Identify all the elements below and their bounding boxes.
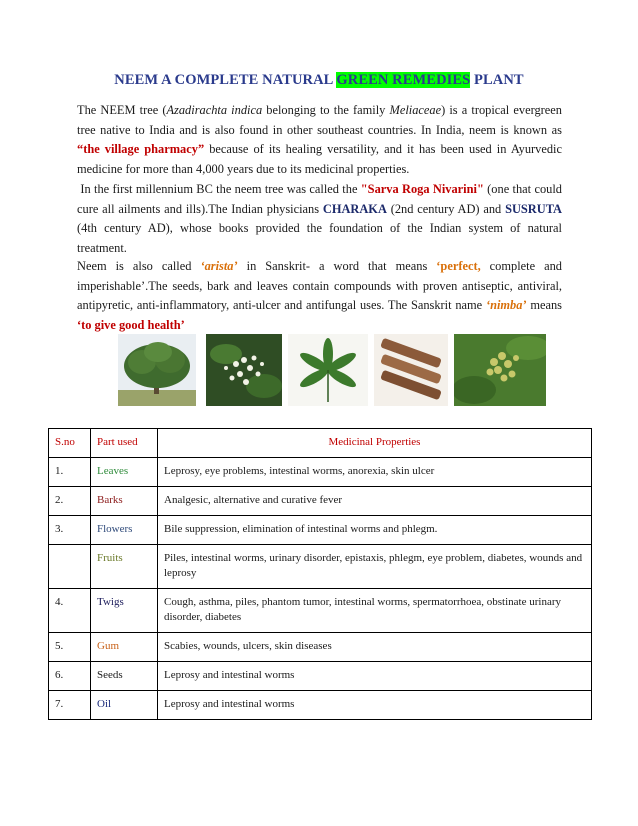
row-sno: 5. bbox=[49, 633, 91, 662]
table-row bbox=[49, 516, 592, 545]
row-part: Barks bbox=[91, 487, 158, 516]
header-properties: Medicinal Properties bbox=[158, 429, 592, 458]
sanskrit-paragraph: Neem is also called ‘arista’ in Sanskrit- a word that means ‘perfect, complete and imperishable’.The seeds, bark and leaves contain compounds with proven antiseptic, antiviral, antipyretic, anti-inflammatory, anti-ulcer and antifungal uses. The Sanskrit name ‘nimba’ means ‘to give good health’ bbox=[77, 259, 562, 332]
nimba-word: ‘nimba’ bbox=[485, 298, 527, 312]
row-sno: 6. bbox=[49, 662, 91, 691]
village-pharmacy-phrase: “the village pharmacy” bbox=[77, 142, 205, 156]
family-name: Meliaceae bbox=[389, 103, 442, 117]
table-header-row bbox=[49, 429, 592, 458]
neem-leaf-photo bbox=[288, 334, 368, 406]
table-row bbox=[49, 487, 592, 516]
neem-fruits-photo bbox=[454, 334, 546, 406]
sarva-roga-phrase: "Sarva Roga Nivarini" bbox=[360, 182, 484, 196]
row-sno: 2. bbox=[49, 487, 91, 516]
table-row bbox=[49, 691, 592, 720]
table-row bbox=[49, 633, 592, 662]
header-part: Part used bbox=[91, 429, 158, 458]
header-sno: S.no bbox=[49, 429, 91, 458]
scientific-name: Azadirachta indica bbox=[166, 103, 263, 117]
charaka-name: CHARAKA bbox=[322, 201, 387, 216]
row-properties: Leprosy and intestinal worms bbox=[158, 662, 592, 691]
row-part: Oil bbox=[91, 691, 158, 720]
arista-word: ‘arista’ bbox=[200, 259, 238, 273]
row-properties: Analgesic, alternative and curative fever bbox=[158, 487, 592, 516]
photo-strip bbox=[118, 334, 548, 406]
row-part: Flowers bbox=[91, 516, 158, 545]
row-part: Seeds bbox=[91, 662, 158, 691]
row-sno: 7. bbox=[49, 691, 91, 720]
neem-tree-photo bbox=[118, 334, 196, 406]
row-part: Fruits bbox=[91, 545, 158, 589]
row-properties: Bile suppression, elimination of intestinal worms and phlegm. bbox=[158, 516, 592, 545]
medicinal-properties-table bbox=[48, 428, 592, 720]
row-properties: Cough, asthma, piles, phantom tumor, intestinal worms, spermatorrhoea, obstinate urinary disorder, diabetes bbox=[158, 589, 592, 633]
neem-flowers-photo bbox=[206, 334, 282, 406]
table-row bbox=[49, 458, 592, 487]
title-highlight: GREEN REMEDIES bbox=[336, 72, 471, 88]
row-part: Twigs bbox=[91, 589, 158, 633]
row-sno: 1. bbox=[49, 458, 91, 487]
row-sno bbox=[49, 545, 91, 589]
perfect-word: ‘perfect, bbox=[436, 259, 481, 273]
history-paragraph: In the first millennium BC the neem tree was called the "Sarva Roga Nivarini" (one that could cure all ailments and ills).The Indian physicians CHARAKA (2nd century AD) and SUSRUTA (4th century AD), whose books provided the foundation of the Indian system of natural treatment. bbox=[77, 182, 562, 255]
row-properties: Scabies, wounds, ulcers, skin diseases bbox=[158, 633, 592, 662]
susruta-name: SUSRUTA bbox=[505, 201, 562, 216]
good-health-phrase: ‘to give good health’ bbox=[77, 317, 185, 332]
row-part: Gum bbox=[91, 633, 158, 662]
table-row bbox=[49, 662, 592, 691]
row-properties: Piles, intestinal worms, urinary disorder, epistaxis, phlegm, eye problem, diabetes, wounds and leprosy bbox=[158, 545, 592, 589]
row-properties: Leprosy, eye problems, intestinal worms, anorexia, skin ulcer bbox=[158, 458, 592, 487]
row-properties: Leprosy and intestinal worms bbox=[158, 691, 592, 720]
row-sno: 3. bbox=[49, 516, 91, 545]
page-title: NEEM A COMPLETE NATURAL GREEN REMEDIES PLANT bbox=[114, 72, 524, 88]
row-part: Leaves bbox=[91, 458, 158, 487]
neem-bark-photo bbox=[374, 334, 448, 406]
table-row bbox=[49, 589, 592, 633]
intro-paragraph: The NEEM tree (Azadirachta indica belonging to the family Meliaceae) is a tropical evergreen tree native to India and is also found in other southeast countries. In India, neem is known as “the village pharmacy” because of its healing versatility, and it has been used in Ayurvedic medicine for more than 4,000 years due to its medicinal properties. bbox=[77, 103, 562, 176]
row-sno: 4. bbox=[49, 589, 91, 633]
table-row bbox=[49, 545, 592, 589]
